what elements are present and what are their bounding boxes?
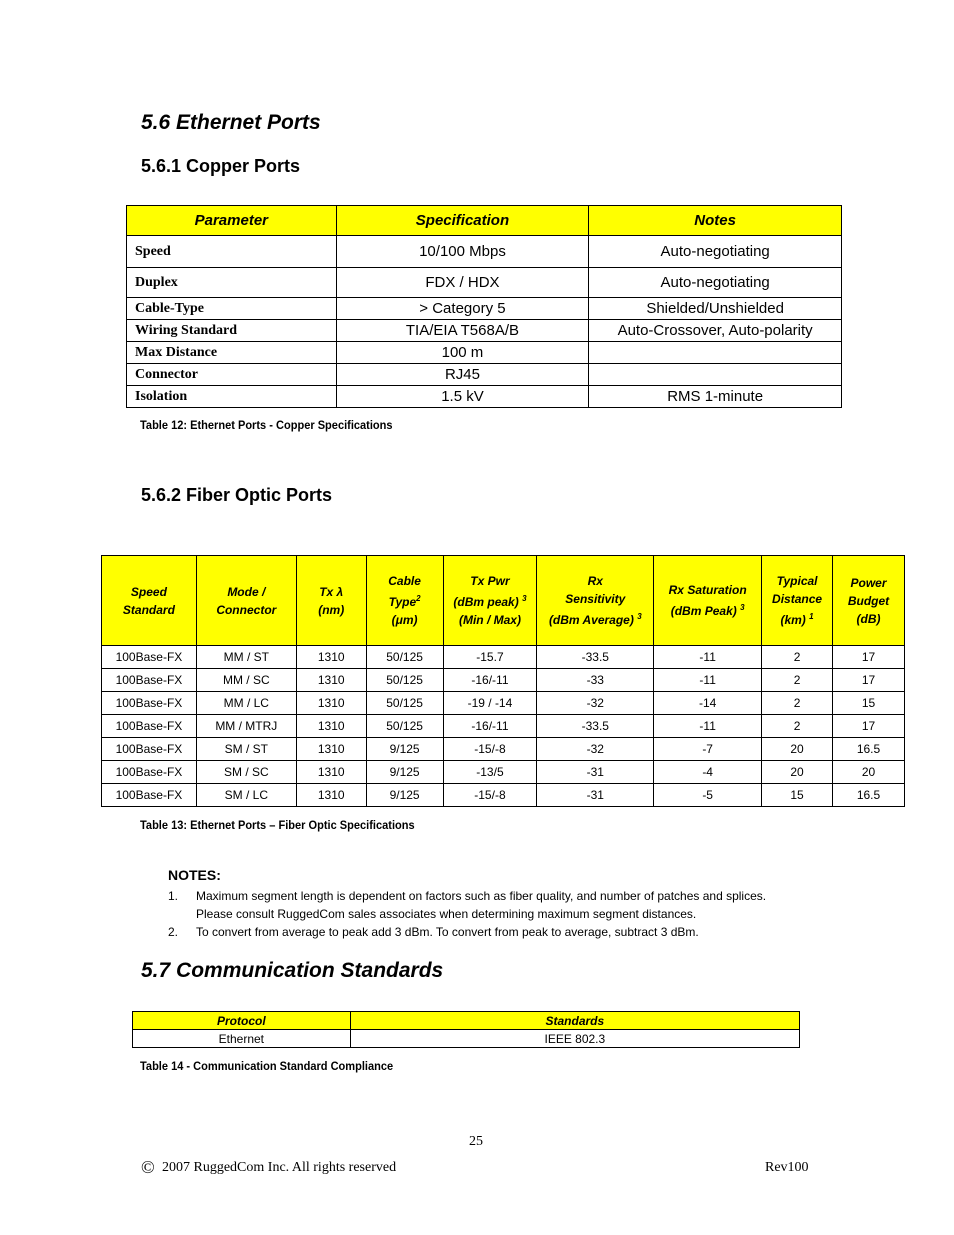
table-cell: 17 — [833, 646, 905, 669]
table-cell: 16.5 — [833, 784, 905, 807]
cell-standard: IEEE 802.3 — [350, 1030, 799, 1048]
table-row — [127, 342, 842, 364]
table-cell: 100Base-FX — [102, 784, 197, 807]
table-cell: 1310 — [296, 738, 366, 761]
table-cell: 100Base-FX — [102, 692, 197, 715]
table-cell: 16.5 — [833, 738, 905, 761]
cell-parameter: Connector — [127, 364, 337, 386]
table-cell: SM / SC — [196, 761, 296, 784]
table-cell: -5 — [654, 784, 762, 807]
table-row — [102, 738, 905, 761]
table-cell: MM / MTRJ — [196, 715, 296, 738]
header-cable-type: Cable Type$^2$ (μm) — [366, 556, 443, 646]
cell-parameter: Speed — [127, 236, 337, 268]
cell-parameter: Wiring Standard — [127, 320, 337, 342]
table-cell: -33.5 — [537, 646, 654, 669]
cell-parameter: Duplex — [127, 268, 337, 298]
table-header-row — [127, 206, 842, 236]
header-speed-standard: Speed Standard — [102, 556, 197, 646]
table-cell: -11 — [654, 669, 762, 692]
table-row — [127, 268, 842, 298]
table-row — [133, 1030, 800, 1048]
copper-ports-table — [126, 205, 842, 408]
table-cell: 17 — [833, 669, 905, 692]
cell-notes: Auto-negotiating — [589, 268, 842, 298]
section-5-6-2-heading: 5.6.2 Fiber Optic Ports — [141, 485, 333, 505]
copyright-icon: © — [141, 1157, 155, 1177]
table-cell: 1310 — [296, 784, 366, 807]
table-cell: 20 — [762, 761, 833, 784]
notes-title: NOTES: — [168, 867, 221, 883]
table-cell: -19 / -14 — [443, 692, 537, 715]
table-cell: 1310 — [296, 669, 366, 692]
header-rx-saturation: Rx Saturation (dBm Peak) $^3$ — [654, 556, 762, 646]
fiber-optic-ports-table — [101, 555, 905, 807]
table-header-row — [102, 556, 905, 646]
cell-specification: RJ45 — [336, 364, 589, 386]
header-power-budget: Power Budget (dB) — [833, 556, 905, 646]
table-cell: 2 — [762, 715, 833, 738]
table-cell: 1310 — [296, 692, 366, 715]
table-cell: 2 — [762, 646, 833, 669]
section-5-7-heading: 5.7 Communication Standards — [141, 959, 444, 982]
cell-specification: 10/100 Mbps — [336, 236, 589, 268]
cell-parameter: Cable-Type — [127, 298, 337, 320]
table-cell: -15.7 — [443, 646, 537, 669]
cell-specification: 1.5 kV — [336, 386, 589, 408]
note-1-number: 1. — [168, 889, 179, 903]
note-2-line-1: To convert from average to peak add 3 dBm. To convert from peak to average, subtract 3 dBm. — [196, 925, 699, 939]
cell-specification: > Category 5 — [336, 298, 589, 320]
table-row — [102, 715, 905, 738]
table-cell: -15/-8 — [443, 738, 537, 761]
table-cell: 50/125 — [366, 646, 443, 669]
table-cell: 1310 — [296, 715, 366, 738]
table-cell: 20 — [762, 738, 833, 761]
table-cell: -13/5 — [443, 761, 537, 784]
table-cell: SM / ST — [196, 738, 296, 761]
table-13-caption: Table 13: Ethernet Ports – Fiber Optic Specifications — [140, 818, 415, 832]
table-row — [102, 761, 905, 784]
table-cell: 9/125 — [366, 784, 443, 807]
cell-notes: Shielded/Unshielded — [589, 298, 842, 320]
table-cell: 100Base-FX — [102, 669, 197, 692]
header-specification: Specification — [336, 206, 589, 236]
table-cell: 50/125 — [366, 692, 443, 715]
table-cell: 100Base-FX — [102, 738, 197, 761]
table-cell: 100Base-FX — [102, 715, 197, 738]
table-cell: 2 — [762, 692, 833, 715]
cell-parameter: Max Distance — [127, 342, 337, 364]
table-row — [127, 236, 842, 268]
fiber-table-body — [102, 646, 905, 807]
table-12-caption: Table 12: Ethernet Ports - Copper Specifications — [140, 418, 393, 432]
header-tx-power: Tx Pwr (dBm peak) $^3$ (Min / Max) — [443, 556, 537, 646]
table-cell: MM / LC — [196, 692, 296, 715]
cell-specification: TIA/EIA T568A/B — [336, 320, 589, 342]
table-cell: SM / LC — [196, 784, 296, 807]
table-cell: 100Base-FX — [102, 761, 197, 784]
header-notes: Notes — [589, 206, 842, 236]
cell-notes: RMS 1-minute — [589, 386, 842, 408]
cell-protocol: Ethernet — [133, 1030, 351, 1048]
table-row — [127, 298, 842, 320]
table-cell: -16/-11 — [443, 669, 537, 692]
table-cell: 15 — [833, 692, 905, 715]
section-5-6-heading: 5.6 Ethernet Ports — [141, 111, 321, 134]
table-cell: 9/125 — [366, 761, 443, 784]
table-cell: -33 — [537, 669, 654, 692]
table-14-caption: Table 14 - Communication Standard Compliance — [140, 1059, 394, 1073]
cell-notes: Auto-negotiating — [589, 236, 842, 268]
table-row — [102, 646, 905, 669]
copyright-text: 2007 RuggedCom Inc. All rights reserved — [162, 1160, 397, 1175]
table-cell: -14 — [654, 692, 762, 715]
table-cell: 50/125 — [366, 715, 443, 738]
cell-notes: Auto-Crossover, Auto-polarity — [589, 320, 842, 342]
table-cell: -31 — [537, 761, 654, 784]
table-cell: 20 — [833, 761, 905, 784]
cell-specification: 100 m — [336, 342, 589, 364]
header-rx-sensitivity: Rx Sensitivity (dBm Average) $^3$ — [537, 556, 654, 646]
table-cell: 9/125 — [366, 738, 443, 761]
revision-label: Rev100 — [765, 1160, 809, 1175]
table-cell: 50/125 — [366, 669, 443, 692]
cell-specification: FDX / HDX — [336, 268, 589, 298]
table-row — [127, 320, 842, 342]
table-cell: 1310 — [296, 761, 366, 784]
header-protocol: Protocol — [133, 1012, 351, 1030]
table-header-row — [133, 1012, 800, 1030]
table-cell: -4 — [654, 761, 762, 784]
table-row — [127, 364, 842, 386]
table-cell: 15 — [762, 784, 833, 807]
note-1-line-2: Please consult RuggedCom sales associates when determining maximum segment distances. — [196, 907, 697, 921]
table-cell: -33.5 — [537, 715, 654, 738]
table-row — [102, 692, 905, 715]
page-number: 25 — [469, 1134, 483, 1149]
communication-standards-table — [132, 1011, 800, 1048]
table-row — [102, 669, 905, 692]
cell-parameter: Isolation — [127, 386, 337, 408]
table-cell: -15/-8 — [443, 784, 537, 807]
section-5-6-1-heading: 5.6.1 Copper Ports — [141, 156, 301, 176]
cell-notes — [589, 364, 842, 386]
table-cell: -7 — [654, 738, 762, 761]
table-cell: -11 — [654, 715, 762, 738]
header-parameter: Parameter — [127, 206, 337, 236]
table-cell: MM / SC — [196, 669, 296, 692]
table-cell: -16/-11 — [443, 715, 537, 738]
cell-notes — [589, 342, 842, 364]
table-cell: 1310 — [296, 646, 366, 669]
table-cell: MM / ST — [196, 646, 296, 669]
header-standards: Standards — [350, 1012, 799, 1030]
table-row — [127, 386, 842, 408]
table-cell: -32 — [537, 738, 654, 761]
table-cell: 100Base-FX — [102, 646, 197, 669]
note-1-line-1: Maximum segment length is dependent on factors such as fiber quality, and number of patches and splices. — [196, 889, 767, 903]
table-cell: 2 — [762, 669, 833, 692]
table-cell: -31 — [537, 784, 654, 807]
header-typical-distance: Typical Distance (km) $^1$ — [762, 556, 833, 646]
header-tx-wavelength: Tx λ (nm) — [296, 556, 366, 646]
table-cell: 17 — [833, 715, 905, 738]
table-cell: -11 — [654, 646, 762, 669]
table-row — [102, 784, 905, 807]
table-cell: -32 — [537, 692, 654, 715]
header-mode-connector: Mode / Connector — [196, 556, 296, 646]
note-2-number: 2. — [168, 925, 179, 939]
